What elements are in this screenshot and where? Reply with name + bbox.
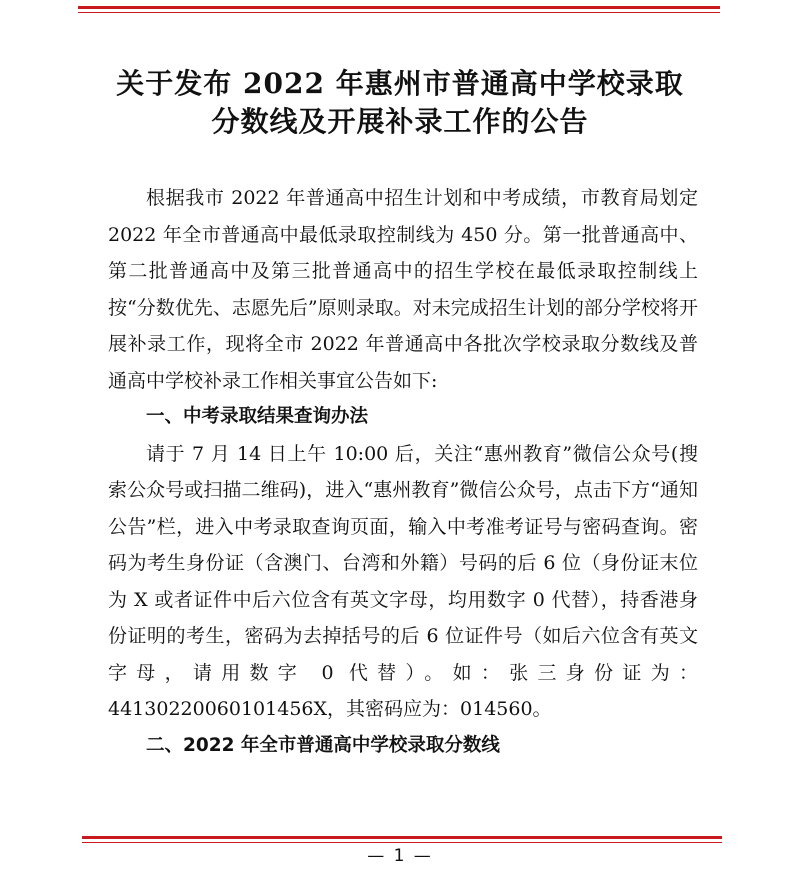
top-red-rule-thin [78,12,720,13]
section-2-heading: 二、2022 年全市普通高中学校录取分数线 [146,734,500,756]
bottom-red-rule-thick [82,836,722,839]
document-body [108,180,698,764]
intro-paragraph: 根据我市 2022 年普通高中招生计划和中考成绩，市教育局划定 2022 年全市普通高中最低录取控制线为 450 分。第一批普通高中、第二批普通高中及第三批普通高中的招生学校在最低录取控制线上按“分数优先、志愿先后”原则录取。对未完成招生计划的部分学校将开展补录工作，现将全市 2022 年普通高中各批次学校录取分数线及普通高中学校补录工作相关事宜公告如下: [108,187,698,392]
document-title-line-2: 分数线及开展补录工作的公告 [211,105,589,138]
top-red-rule-thick [78,6,720,9]
page-number: — 1 — [367,846,433,866]
bottom-red-rule-thin [82,842,722,843]
section-1-heading: 一、中考录取结果查询办法 [146,406,369,427]
section-1-paragraph: 请于 7 月 14 日上午 10:00 后，关注“惠州教育”微信公众号(搜索公众号或扫描二维码)，进入“惠州教育”微信公众号，点击下方“通知公告”栏，进入中考录取查询页面，输入中考准考证号与密码查询。密码为考生身份证（含澳门、台湾和外籍）号码的后 6 位（身份证末位为 X 或者证件中后六位含有英文字母，均用数字 0 代替），持香港身份证明的考生，密码为去掉括号的后 6 位证件号（如后六位含有英文字母，请用数字 0 代替）。如：张三身份证为：44130220060101456X，其密码应为：014560。 [108,442,698,720]
document-title-line-1: 关于发布 2022 年惠州市普通高中学校录取 [116,67,684,100]
